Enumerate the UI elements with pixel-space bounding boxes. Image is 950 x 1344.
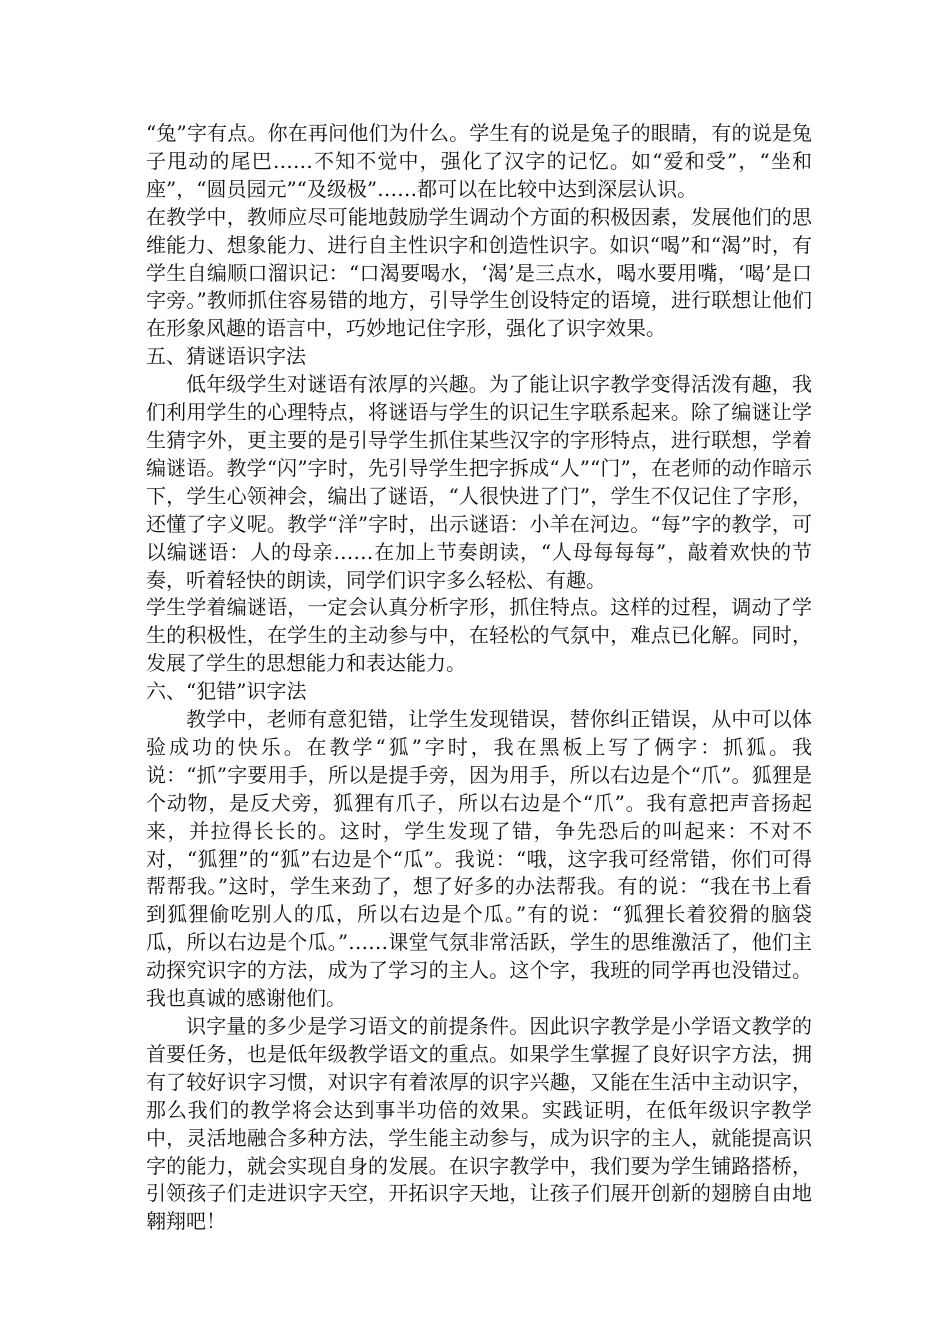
section-heading-riddles: 五、猜谜语识字法 xyxy=(146,344,306,369)
paragraph-rabbit-comparison: “兔”字有点。你在再问他们为什么。学生有的说是兔子的眼睛，有的说是兔子甩动的尾巴……不知不觉中，强化了汉字的记忆。如“爱和受”，“坐和座”，“圆员园元”“及级极”……都可以在比较中达到深层认识。 xyxy=(146,121,812,201)
document-page xyxy=(146,120,812,1236)
paragraph-riddles-intro: 低年级学生对谜语有浓厚的兴趣。为了能让识字教学变得活泼有趣，我们利用学生的心理特点，将谜语与学生的识记生字联系起来。除了编谜让学生猜字外，更主要的是引导学生抓住某些汉字的字形特点，进行联想，学着编谜语。教学“闪”字时，先引导学生把字拆成“人”“门”，在老师的动作暗示下，学生心领神会，编出了谜语，“人很快进了门”，学生不仅记住了字形，还懂了字义呢。教学“洋”字时，出示谜语：小羊在河边。“每”字的教学，可以编谜语：人的母亲……在加上节奏朗读，“人母每每每”，敲着欢快的节奏，听着轻快的朗读，同学们识字多么轻松、有趣。 xyxy=(146,372,812,592)
paragraph-mistakes-story: 教学中，老师有意犯错，让学生发现错误，替你纠正错误，从中可以体验成功的快乐。在教学“狐”字时，我在黑板上写了俩字：抓狐。我说：“抓”字要用手，所以是提手旁，因为用手，所以右边是个“爪”。狐狸是个动物，是反犬旁，狐狸有爪子，所以右边是个“爪”。我有意把声音扬起来，并拉得长长的。这时，学生发现了错，争先恐后的叫起来：不对不对，“狐狸”的“狐”右边是个“瓜”。我说：“哦，这字我可经常错，你们可得帮帮我。”这时，学生来劲了，想了好多的办法帮我。有的说：“我在书上看到狐狸偷吃别人的瓜，所以右边是个瓜。”有的说：“狐狸长着狡猾的脑袋瓜，所以右边是个瓜。”……课堂气氛非常活跃，学生的思维激活了，他们主动探究识字的方法，成为了学习的主人。这个字，我班的同学再也没错过。我也真诚的感谢他们。 xyxy=(146,707,812,1011)
paragraph-riddles-benefit: 学生学着编谜语，一定会认真分析字形，抓住特点。这样的过程，调动了学生的积极性，在学生的主动参与中，在轻松的气氛中，难点已化解。同时，发展了学生的思想能力和表达能力。 xyxy=(146,595,812,676)
paragraph-conclusion: 识字量的多少是学习语文的前提条件。因此识字教学是小学语文教学的首要任务，也是低年级教学语文的重点。如果学生掌握了良好识字方法，拥有了较好识字习惯，对识字有着浓厚的识字兴趣，又能在生活中主动识字，那么我们的教学将会达到事半功倍的效果。实践证明，在低年级识字教学中，灵活地融合多种方法，学生能主动参与，成为识字的主人，就能提高识字的能力，就会实现自身的发展。在识字教学中，我们要为学生铺路搭桥，引领孩子们走进识字天空，开拓识字天地，让孩子们展开创新的翅膀自由地翱翔吧！ xyxy=(146,1014,812,1234)
paragraph-encourage-students: 在教学中，教师应尽可能地鼓励学生调动个方面的积极因素，发展他们的思维能力、想象能力、进行自主性识字和创造性识字。如识“喝”和“渴”时，有学生自编顺口溜识记：“口渴要喝水，‘渴’是三点水，喝水要用嘴，‘喝’是口字旁。”教师抓住容易错的地方，引导学生创设特定的语境，进行联想让他们在形象风趣的语言中，巧妙地记住字形，强化了识字效果。 xyxy=(146,204,812,341)
section-heading-mistakes: 六、“犯错”识字法 xyxy=(146,679,307,704)
